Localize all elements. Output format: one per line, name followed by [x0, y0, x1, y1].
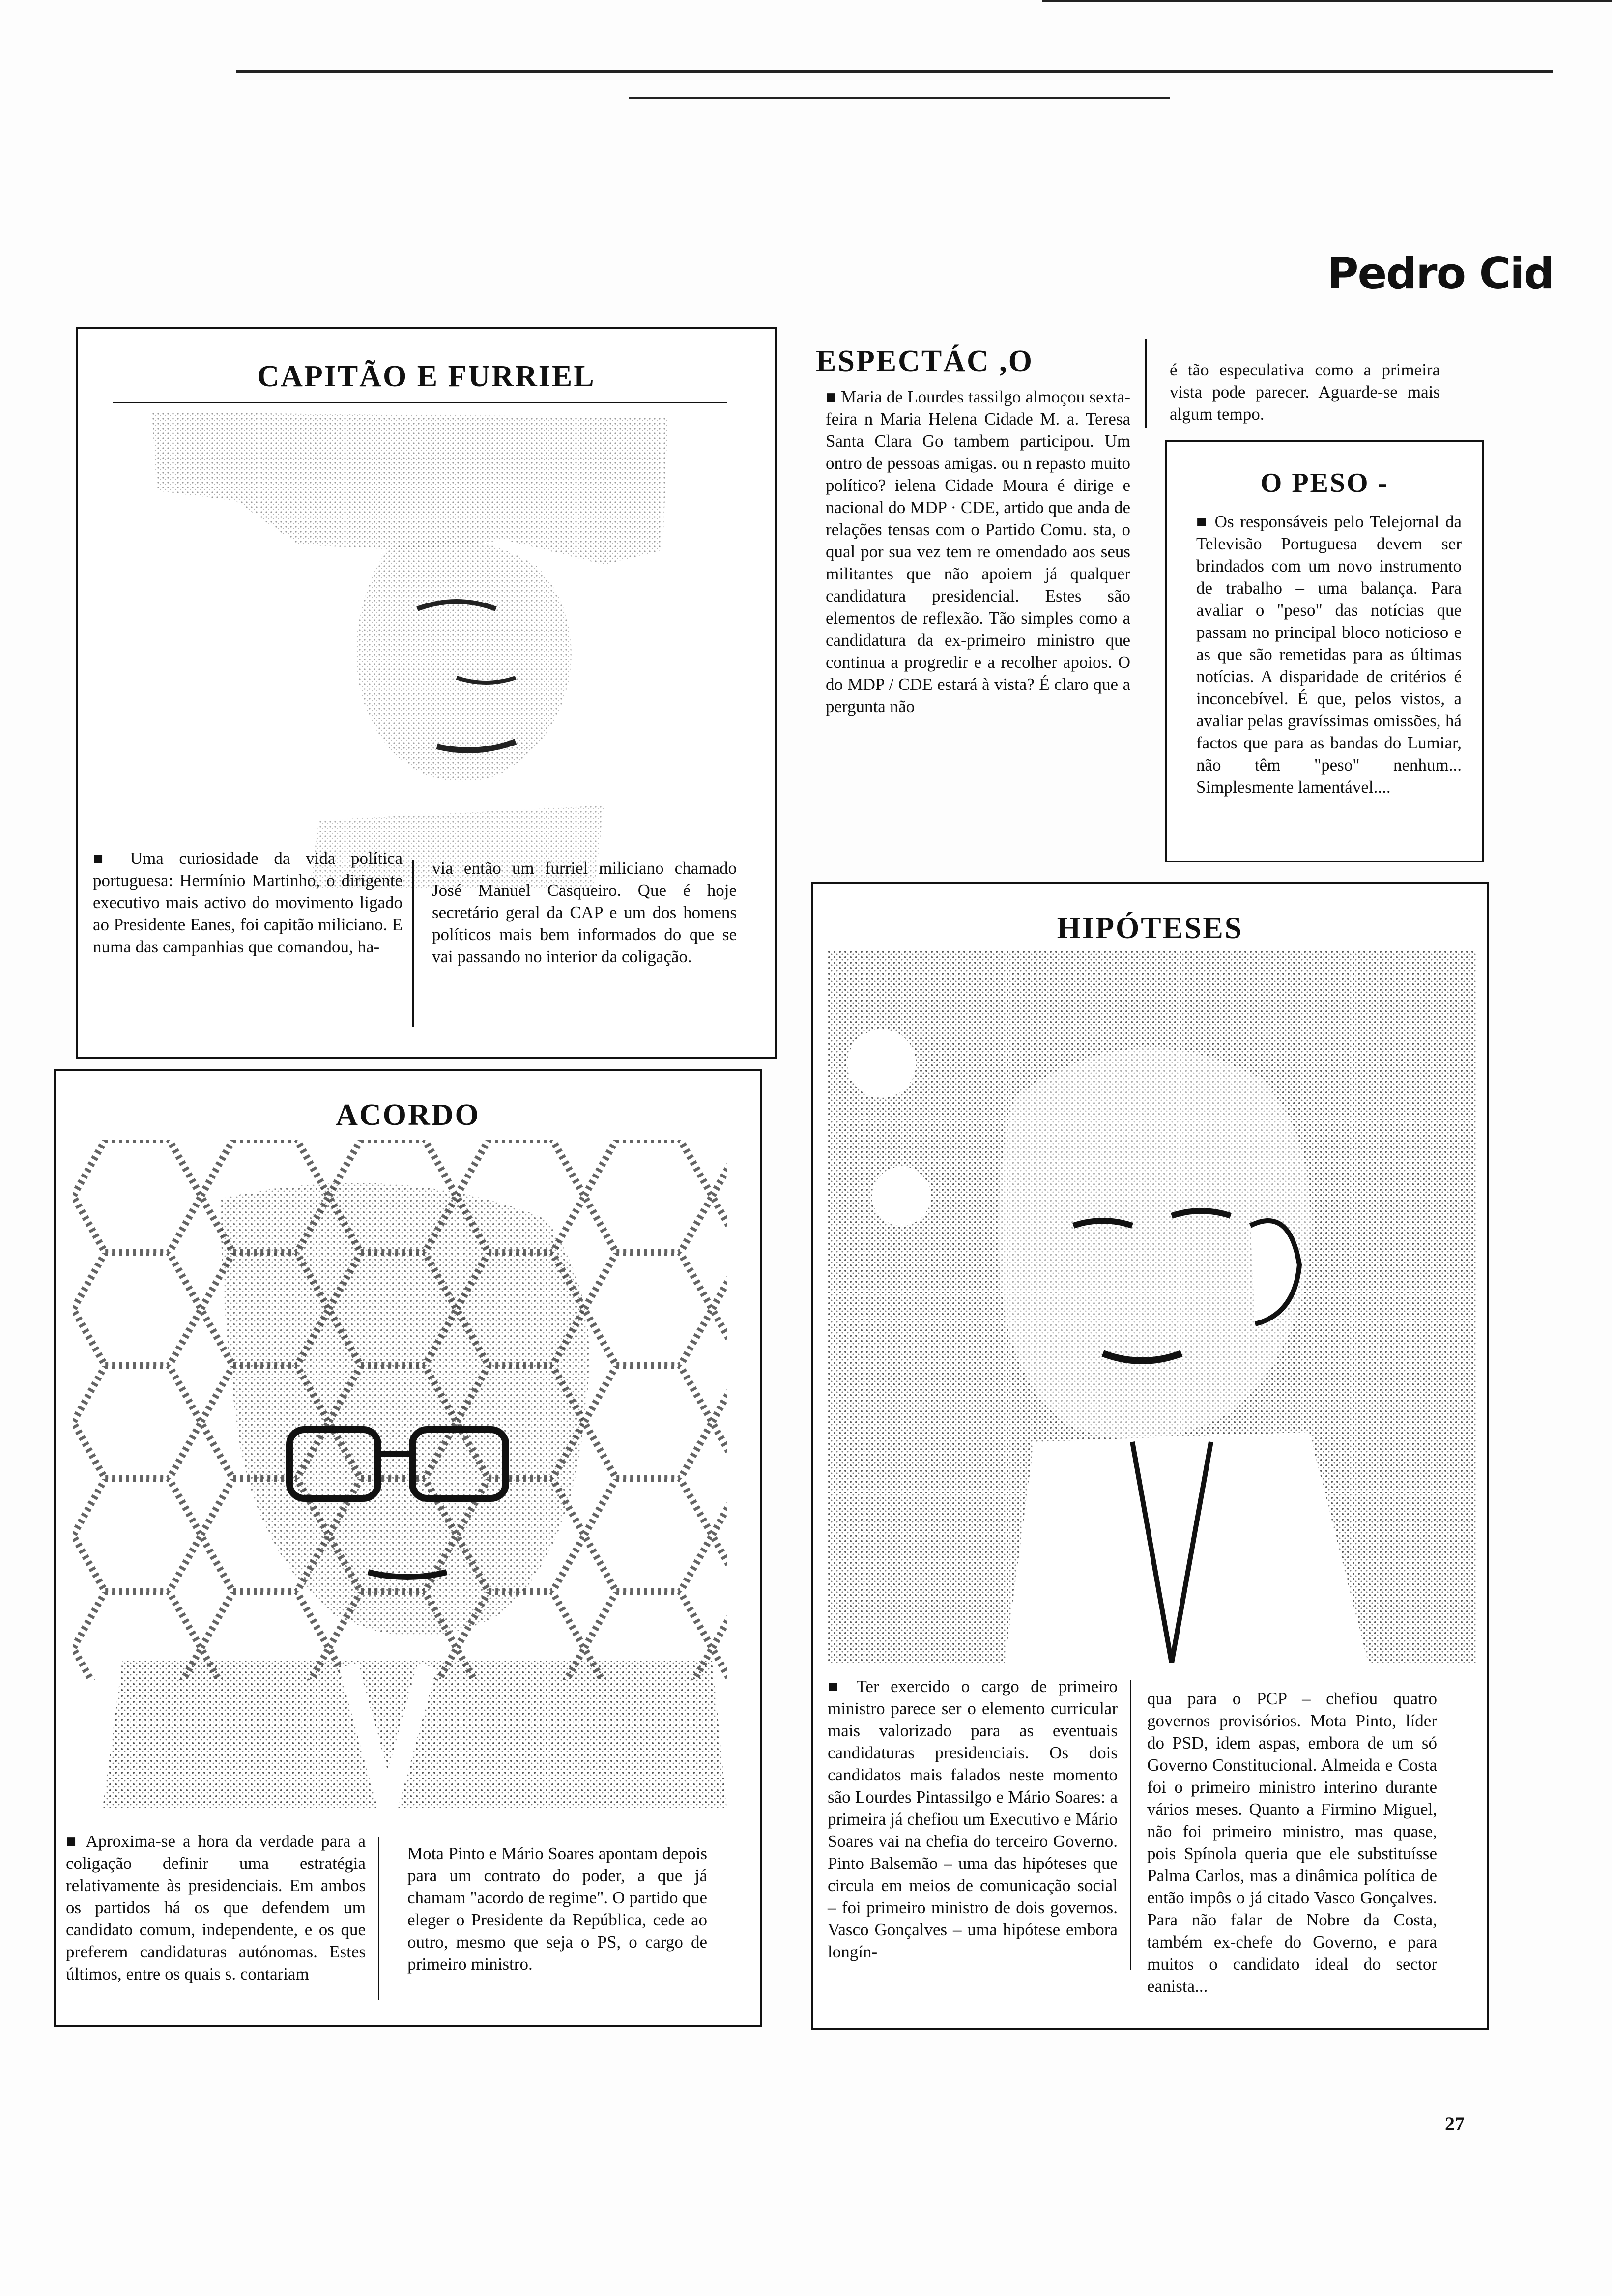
top-rule-3 [629, 97, 1170, 99]
espectaculo-column-separator [1145, 339, 1147, 428]
capitao-box [76, 327, 777, 1059]
hipoteses-box [811, 882, 1489, 2030]
acordo-title: ACORDO [336, 1098, 480, 1132]
capitao-col2: via então um furriel miliciano chamado José Manuel Casqueiro. Que é hoje secretário geral da CAP e um dos homens políticos mais bem informados do que se vai passando no interior da coligação. [432, 859, 737, 966]
top-rule-2 [1042, 0, 1612, 2]
acordo-box [54, 1069, 762, 2027]
hipoteses-col1: ■ Ter exercido o cargo de primeiro ministro parece ser o elemento curricular mais valorizado para as eventuais candidaturas presidenciais. Os dois candidatos mais falados neste momento são Lourdes Pintassilgo e Mário Soares: a primeira já chefiou um Executivo e Mário Soares vai na chefia do terceiro Governo. Pinto Balsemão – uma das hipóteses que circula em meios de comunicação social – foi primeiro ministro de dois governos. Vasco Gonçalves – uma hipótese embora longín- [828, 1677, 1118, 1961]
espectaculo-col2: é tão especulativa como a primeira vista pode parecer. Aguarde-se mais algum tempo. [1170, 360, 1440, 424]
peso-text: ■ Os responsáveis pelo Telejornal da Televisão Portuguesa devem ser brindados com um novo instrumento de trabalho – uma balança. Para avaliar o "peso" das notícias que passam no principal bloco noticioso e as que são remetidas para as últimas notícias. A disparidade de critérios é inconcebível. É que, pelos vistos, a avaliar pelas gravíssimas omissões, há factos que para as bandas do Lumiar, não têm "peso" nenhum... Simplesmente lamentável.... [1196, 512, 1462, 797]
espectaculo-title: ESPECTÁC ,O [816, 344, 1034, 378]
acordo-photo [73, 1140, 727, 1808]
capitao-title: CAPITÃO E FURRIEL [257, 360, 596, 393]
capitao-photo-art [113, 402, 727, 894]
acordo-column-separator [378, 1837, 379, 2000]
peso-box [1165, 440, 1484, 862]
acordo-col1: ■ Aproxima-se a hora da verdade para a coligação definir uma estratégia relativamente às presidenciais. Em ambos os partidos há os que defendem um candidato comum, independente, e os que preferem candidaturas autónomas. Estes últimos, entre os quais s. contariam [66, 1832, 366, 1983]
acordo-col2: Mota Pinto e Mário Soares apontam depois para um contrato do poder, a que já chamam "acordo de regime". O partido que eleger o Presidente da República, cede ao outro, mesmo que seja o PS, o cargo de primeiro ministro. [407, 1844, 707, 1974]
capitao-col1: ■ Uma curiosidade da vida política portuguesa: Hermínio Martinho, o dirigente executivo mais activo do movimento ligado ao Presidente Eanes, foi capitão miliciano. E numa das campanhias que comandou, ha- [93, 849, 403, 956]
espectaculo-col1: ■ Maria de Lourdes tassilgo almoçou sexta-feira n Maria Helena Cidade M. a. Teresa Santa Clara Go tambem participou. Um ontro de pessoas amigas. ou n repasto muito político? ielena Cidade Moura é dirige e nacional do MDP · CDE, artido que anda de relações tensas com o Partido Comu. sta, o qual por sua vez tem re omendado aos seus militantes que não apoiem já qualquer candidatura presidencial. Estes são elementos de reflexão. Tão simples como a candidatura da ex-primeiro ministro que continua a progredir e a recolher apoios. O do MDP / CDE estará à vista? É claro que a pergunta não [826, 387, 1130, 716]
peso-title: O PESO - [1260, 468, 1389, 498]
page-number: 27 [1445, 2113, 1465, 2135]
hipoteses-title: HIPÓTESES [1057, 912, 1243, 945]
capitao-column-separator [412, 860, 414, 1027]
hipoteses-column-separator [1130, 1680, 1131, 1970]
byline: Pedro Cid [1327, 248, 1554, 299]
capitao-photo [113, 402, 727, 894]
acordo-photo-art [73, 1140, 727, 1808]
hipoteses-col2: qua para o PCP – chefiou quatro governos provisórios. Mota Pinto, líder do PSD, idem aspas, embora de um só Governo Constitucional. Almeida e Costa foi o primeiro ministro interino durante vários meses. Quanto a Firmino Miguel, não foi primeiro ministro, mas quase, pois Spínola queria que ele substituísse Palma Carlos, mas a dinâmica política de então impôs o já citado Vasco Gonçalves. Para não falar de Nobre da Costa, também ex-chefe do Governo, e para muitos o candidato ideal do sector eanista... [1147, 1689, 1437, 1996]
top-rule-1 [236, 70, 1553, 73]
hipoteses-photo-art [828, 950, 1476, 1663]
hipoteses-photo [828, 950, 1476, 1663]
